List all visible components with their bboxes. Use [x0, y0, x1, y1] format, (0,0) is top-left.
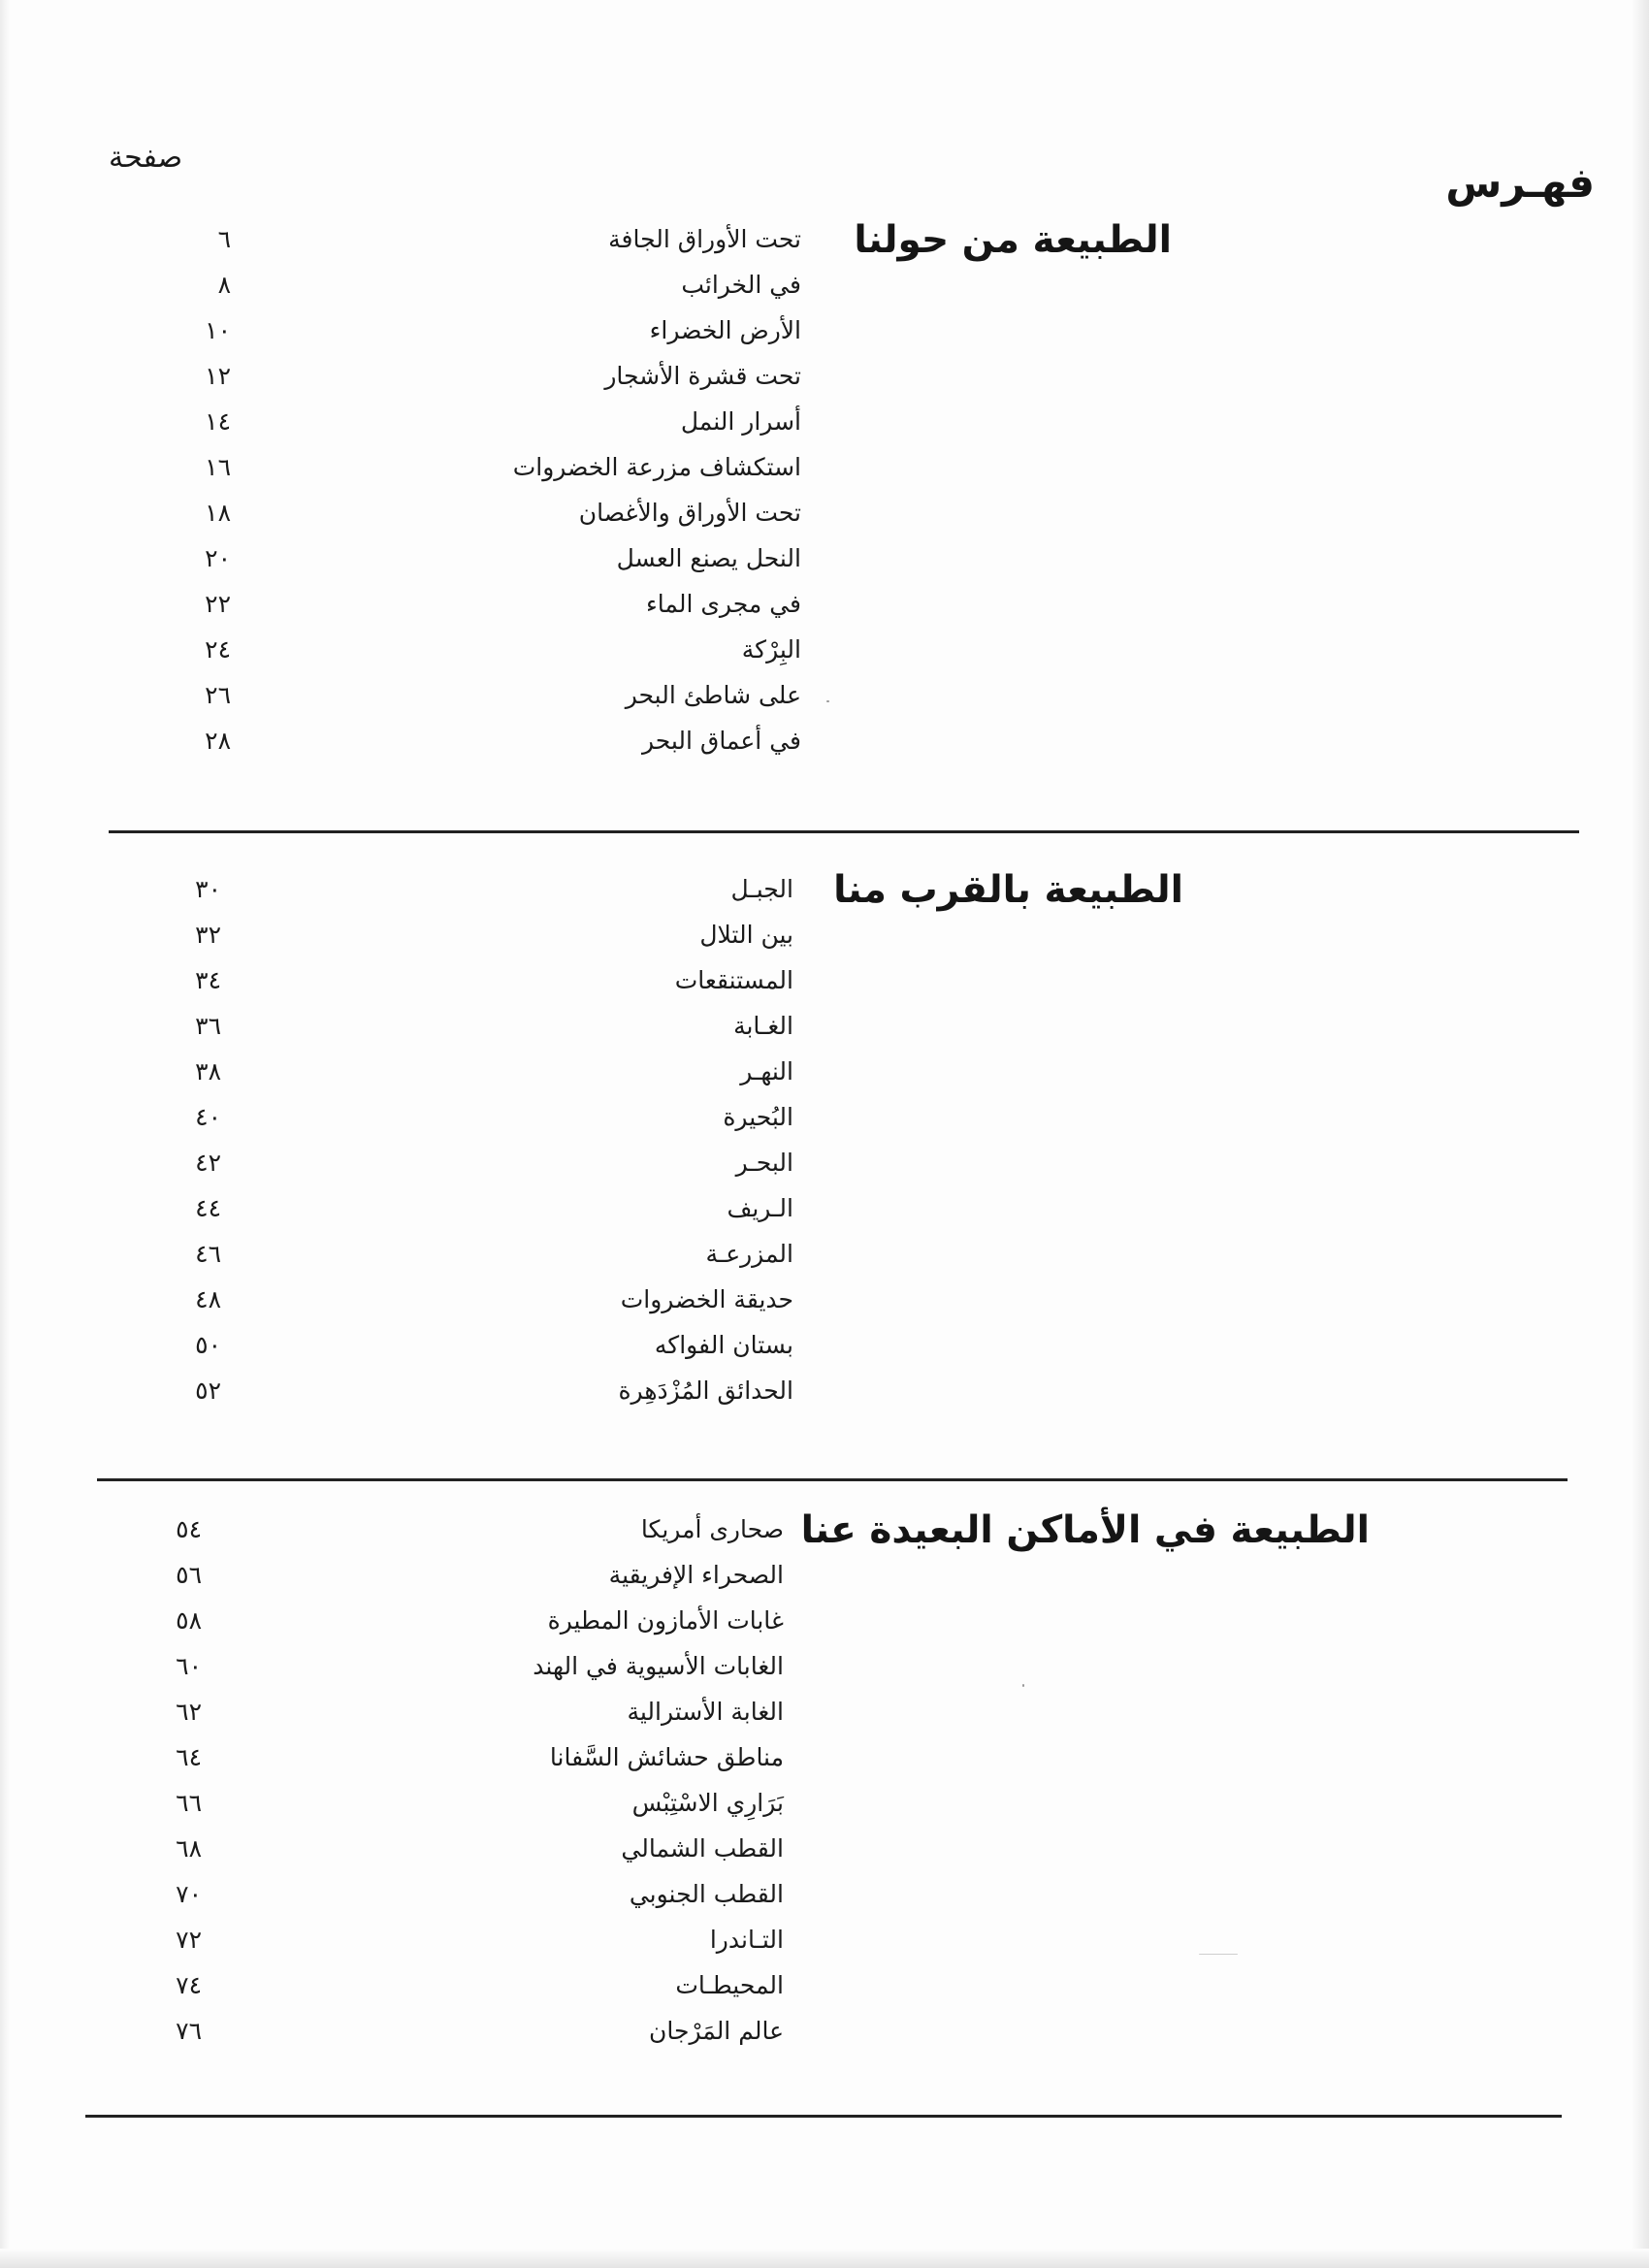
list-item	[68, 1507, 784, 1552]
entry-page-number: ١٦	[205, 453, 231, 481]
entry-title: تحت الأوراق والأغصان	[578, 499, 801, 527]
page-edge-bottom	[0, 2249, 1649, 2268]
entry-title: الغـابة	[733, 1012, 793, 1040]
page-column-header: صفحة	[109, 141, 183, 175]
entry-page-number: ٧٤	[176, 1971, 202, 1999]
entry-page-number: ٢٨	[205, 727, 231, 755]
entry-title: تحت الأوراق الجافة	[608, 225, 801, 253]
entry-page-number: ٧٢	[176, 1926, 202, 1954]
list-item	[78, 673, 801, 718]
entry-title: استكشاف مزرعة الخضروات	[512, 453, 801, 481]
list-item	[78, 1050, 793, 1094]
entry-page-number: ٥٤	[176, 1515, 202, 1543]
list-item	[68, 1553, 784, 1598]
entry-title: في أعماق البحر	[641, 727, 801, 755]
list-item	[78, 582, 801, 627]
entry-page-number: ٥٢	[195, 1377, 221, 1405]
list-item	[68, 1827, 784, 1871]
entry-title: القطب الجنوبي	[629, 1880, 784, 1908]
entry-page-number: ٦٢	[176, 1698, 202, 1726]
list-item	[68, 1599, 784, 1643]
entry-page-number: ٥٠	[195, 1331, 221, 1359]
entry-title: المزرعـة	[705, 1240, 793, 1268]
entry-title: الغابة الأسترالية	[627, 1698, 784, 1726]
entry-page-number: ٣٨	[195, 1057, 221, 1085]
list-item	[78, 719, 801, 763]
entry-title: حديقة الخضروات	[620, 1285, 793, 1313]
entry-title: على شاطئ البحر	[625, 681, 801, 709]
list-item	[68, 1690, 784, 1734]
entry-title: الـريف	[727, 1194, 793, 1222]
list-item	[78, 958, 793, 1003]
entry-page-number: ٤٢	[195, 1149, 221, 1177]
list-item	[68, 1963, 784, 2008]
list-item	[68, 2009, 784, 2054]
list-item	[78, 1369, 793, 1413]
entry-page-number: ٦٦	[176, 1789, 202, 1817]
list-item	[78, 400, 801, 444]
entry-page-number: ٢٢	[205, 590, 231, 618]
entry-page-number: ٦٤	[176, 1743, 202, 1771]
list-item	[78, 445, 801, 490]
list-item	[68, 1735, 784, 1780]
entry-title: بين التلال	[699, 921, 793, 949]
entry-page-number: ٨	[217, 271, 231, 299]
entry-page-number: ١٨	[205, 499, 231, 527]
entry-title: الأرض الخضراء	[649, 316, 801, 344]
section-divider	[85, 2115, 1562, 2118]
entry-title: البُحيرة	[723, 1103, 793, 1131]
entry-title: بَرَارِي الاسْتِبْس	[631, 1789, 784, 1817]
entry-title: الحدائق المُزْدَهِرة	[618, 1377, 793, 1405]
entry-title: صحارى أمريكا	[640, 1515, 784, 1543]
entry-title: البِرْكة	[741, 635, 801, 664]
section-title: الطبيعة بالقرب منا	[833, 868, 1183, 912]
entry-page-number: ٣٦	[195, 1012, 221, 1040]
section-divider	[97, 1478, 1568, 1481]
list-item	[68, 1918, 784, 1962]
entry-page-number: ٦٠	[176, 1652, 202, 1680]
section-title: الطبيعة في الأماكن البعيدة عنا	[800, 1508, 1370, 1552]
entry-title: الجبـل	[730, 875, 793, 903]
entry-page-number: ٤٨	[195, 1285, 221, 1313]
entry-page-number: ٤٤	[195, 1194, 221, 1222]
entry-title: عالم المَرْجان	[649, 2017, 784, 2045]
list-item	[78, 536, 801, 581]
scan-speck	[1022, 1684, 1024, 1687]
entry-page-number: ٤٠	[195, 1103, 221, 1131]
entry-page-number: ٦٨	[176, 1834, 202, 1863]
entry-title: التـاندرا	[709, 1926, 784, 1954]
entry-title: البحـر	[735, 1149, 793, 1177]
entry-page-number: ١٢	[205, 362, 231, 390]
page-edge-right	[1632, 0, 1649, 2268]
entry-title: أسرار النمل	[680, 407, 801, 436]
list-item	[68, 1644, 784, 1689]
list-item	[78, 867, 793, 912]
scan-speck	[1199, 1954, 1238, 1955]
entry-title: النحل يصنع العسل	[616, 544, 801, 572]
entry-title: مناطق حشائش السَّفانا	[549, 1743, 784, 1771]
entry-title: القطب الشمالي	[621, 1834, 784, 1863]
entry-title: المستنقعات	[674, 966, 793, 994]
entry-title: الصحراء الإفريقية	[608, 1561, 784, 1589]
entry-title: تحت قشرة الأشجار	[604, 362, 801, 390]
list-item	[78, 1004, 793, 1049]
list-item	[78, 263, 801, 308]
list-item	[78, 1323, 793, 1368]
list-item	[78, 1278, 793, 1322]
entry-page-number: ٣٢	[195, 921, 221, 949]
scan-speck	[826, 700, 829, 702]
entry-title: بستان الفواكه	[654, 1331, 793, 1359]
list-item	[78, 1186, 793, 1231]
list-item	[78, 217, 801, 262]
entry-page-number: ٢٤	[205, 635, 231, 664]
entry-page-number: ٦	[217, 225, 231, 253]
page-edge-left	[0, 0, 10, 2268]
list-item	[78, 308, 801, 353]
entry-title: النهـر	[740, 1057, 793, 1085]
entry-page-number: ٧٠	[176, 1880, 202, 1908]
entry-page-number: ٢٠	[205, 544, 231, 572]
list-item	[78, 1141, 793, 1185]
list-item	[78, 913, 793, 957]
entry-page-number: ٣٤	[195, 966, 221, 994]
entry-page-number: ٧٦	[176, 2017, 202, 2045]
entry-page-number: ١٠	[205, 316, 231, 344]
entry-title: المحيطـات	[675, 1971, 784, 1999]
entry-page-number: ٤٦	[195, 1240, 221, 1268]
list-item	[78, 1095, 793, 1140]
entry-page-number: ٢٦	[205, 681, 231, 709]
entry-page-number: ٥٦	[176, 1561, 202, 1589]
entry-page-number: ٣٠	[195, 875, 221, 903]
entry-page-number: ١٤	[205, 407, 231, 436]
list-item	[78, 491, 801, 535]
list-item	[78, 1232, 793, 1277]
entry-title: الغابات الأسيوية في الهند	[533, 1652, 784, 1680]
entry-title: في الخرائب	[681, 271, 801, 299]
section-divider	[109, 830, 1579, 833]
list-item	[78, 628, 801, 672]
entry-title: غابات الأمازون المطيرة	[547, 1606, 784, 1635]
list-item	[78, 354, 801, 399]
section-title: الطبيعة من حولنا	[854, 218, 1172, 262]
entry-page-number: ٥٨	[176, 1606, 202, 1635]
list-item	[68, 1872, 784, 1917]
index-title: فهـرس	[1445, 159, 1595, 207]
entry-title: في مجرى الماء	[646, 590, 801, 618]
list-item	[68, 1781, 784, 1826]
